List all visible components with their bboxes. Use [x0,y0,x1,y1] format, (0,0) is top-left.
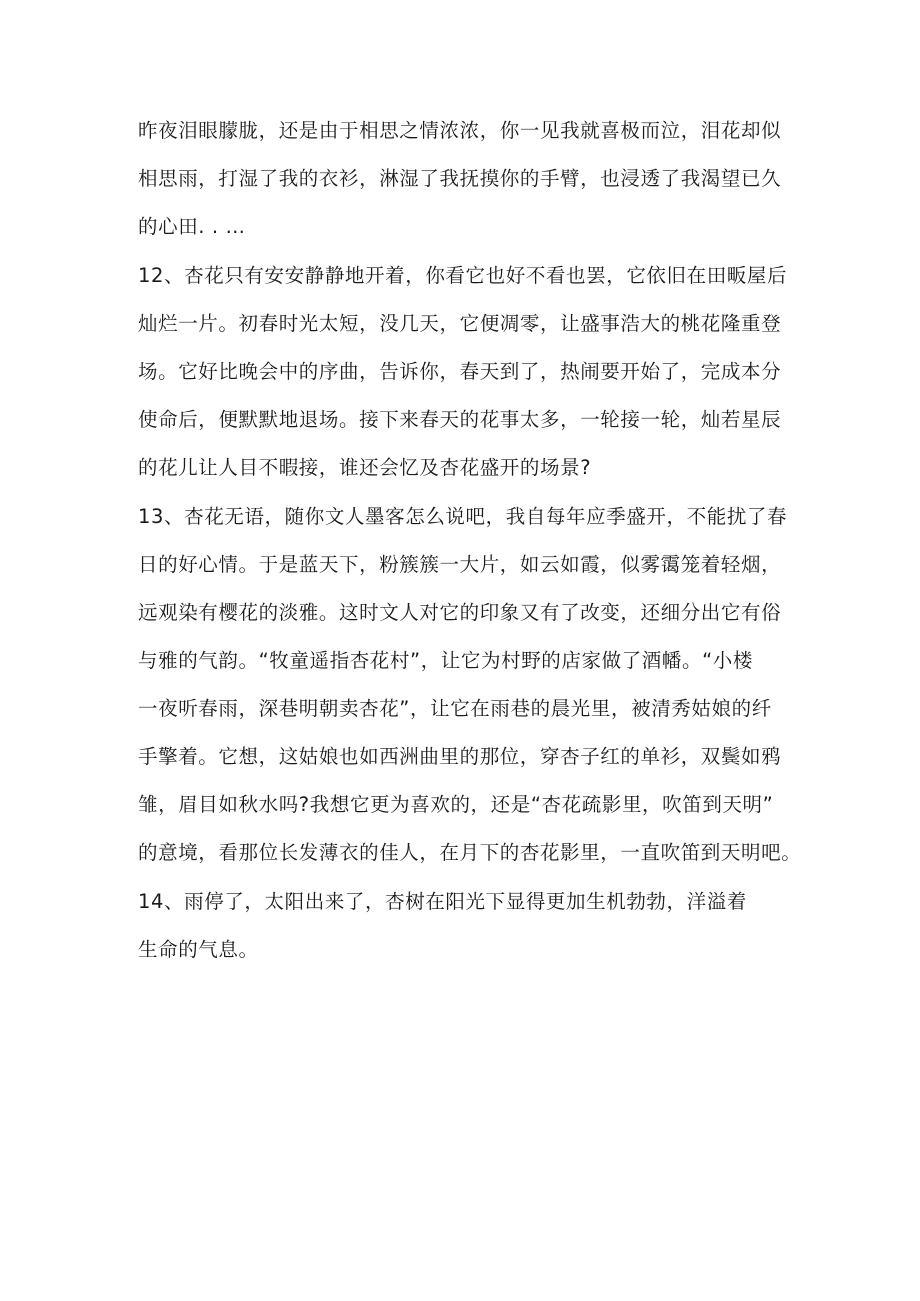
text-line: 昨夜泪眼朦胧，还是由于相思之情浓浓，你一见我就喜极而泣，泪花却似 [138,119,782,142]
text-line: 的花儿让人目不暇接，谁还会忆及杏花盛开的场景? [138,456,592,479]
text-line: 场。它好比晚会中的序曲，告诉你，春天到了，热闹要开始了，完成本分 [138,360,782,383]
text-line: 生命的气息。 [138,938,259,961]
text-line: 雏，眉目如秋水吗?我想它更为喜欢的，还是“杏花疏影里，吹笛到天明” [138,793,774,816]
text-line: 与雅的气韵。“牧童遥指杏花村”，让它为村野的店家做了酒幡。“小楼 [138,649,754,672]
text-line: 的意境，看那位长发薄衣的佳人，在月下的杏花影里，一直吹笛到天明吧。 [138,841,802,864]
text-line: 相思雨，打湿了我的衣衫，淋湿了我抚摸你的手臂，也浸透了我渴望已久 [138,167,782,190]
text-line: 手擎着。它想，这姑娘也如西洲曲里的那位，穿杏子红的单衫，双鬓如鸦 [138,745,782,768]
text-line: 使命后，便默默地退场。接下来春天的花事太多，一轮接一轮，灿若星辰 [138,408,782,431]
text-line: 的心田. . … [138,215,246,238]
text-line: 一夜听春雨，深巷明朝卖杏花”，让它在雨巷的晨光里，被清秀姑娘的纤 [138,697,772,720]
text-line: 灿烂一片。初春时光太短，没几天，它便凋零，让盛事浩大的桃花隆重登 [138,312,782,335]
text-line: 12、杏花只有安安静静地开着，你看它也好不看也罢，它依旧在田畈屋后 [138,264,788,287]
text-line: 14、雨停了，太阳出来了，杏树在阳光下显得更加生机勃勃，洋溢着 [138,890,747,913]
text-line: 日的好心情。于是蓝天下，粉簇簇一大片，如云如霞，似雾霭笼着轻烟， [138,553,782,576]
text-line: 远观染有樱花的淡雅。这时文人对它的印象又有了改变，还细分出它有俗 [138,601,782,624]
text-line: 13、杏花无语，随你文人墨客怎么说吧，我自每年应季盛开，不能扰了春 [138,505,788,528]
